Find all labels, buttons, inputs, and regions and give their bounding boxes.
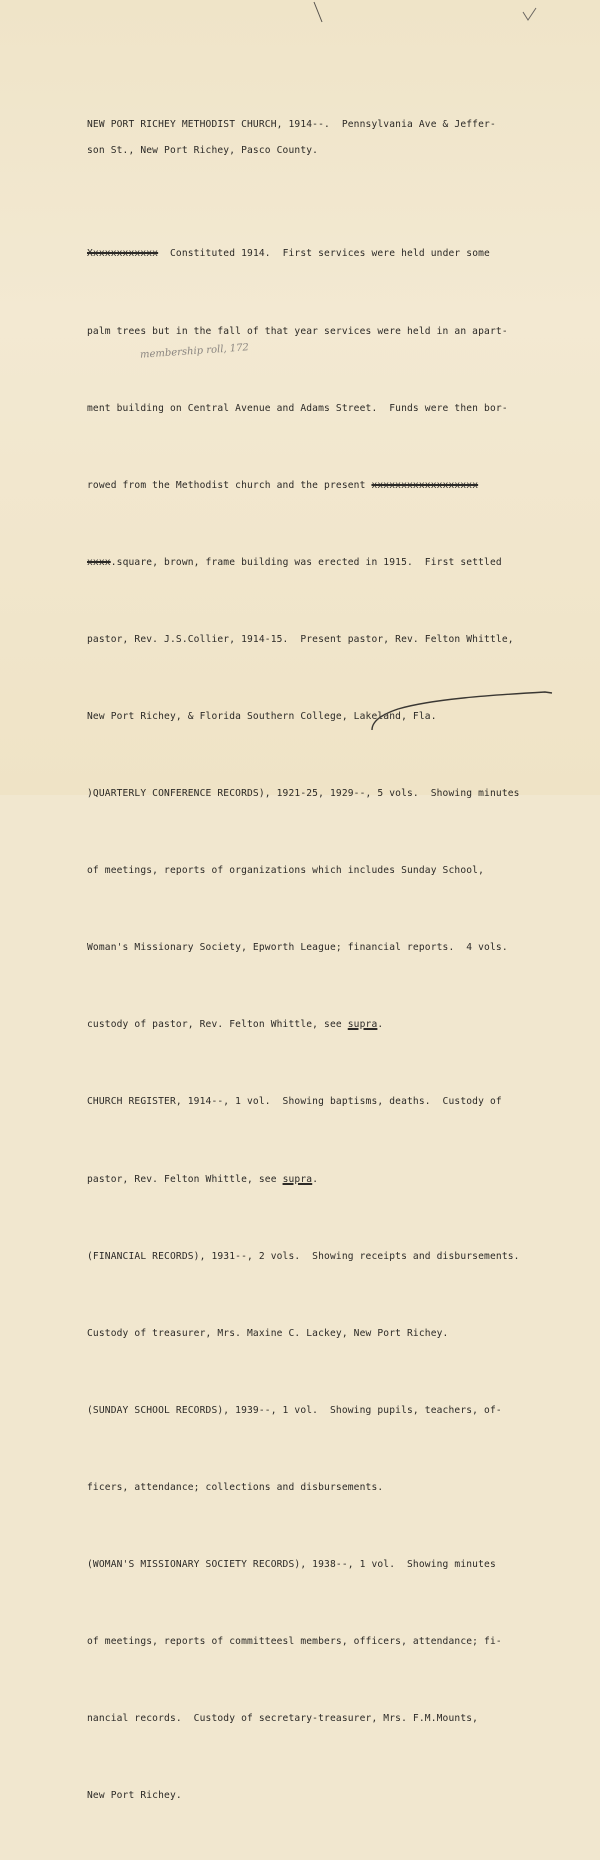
- struck-text: Xxxxxxxxxxxx: [87, 248, 159, 260]
- body-text: .square, brown, frame building was erected in 1915. First settled: [110, 556, 502, 568]
- check-mark-icon: [523, 8, 536, 20]
- body-text: Constituted 1914. First services were held under some: [158, 248, 490, 260]
- body-line-17: ficers, attendance; collections and disbursements.: [87, 1481, 384, 1493]
- body-line-21: New Port Richey.: [87, 1790, 182, 1802]
- heading-line-2: son St., New Port Richey, Pasco County.: [87, 144, 319, 156]
- body-text: .: [312, 1173, 319, 1185]
- body-line-9: of meetings, reports of organizations which includes Sunday School,: [87, 865, 485, 877]
- body-line-11: [87, 1012, 520, 1038]
- body-line-14: (FINANCIAL RECORDS), 1931--, 2 vols. Showing receipts and disbursements.: [87, 1250, 520, 1262]
- body-line-12: CHURCH REGISTER, 1914--, 1 vol. Showing baptisms, deaths. Custody of: [87, 1096, 502, 1108]
- pencil-annotation: membership roll, 172: [139, 342, 250, 361]
- struck-text: xxxx: [87, 556, 111, 568]
- body-line-16: (SUNDAY SCHOOL RECORDS), 1939--, 1 vol. Showing pupils, teachers, of-: [87, 1404, 502, 1416]
- body-text: rowed from the Methodist church and the present: [87, 479, 372, 491]
- body-line-3: ment building on Central Avenue and Adams Street. Funds were then bor-: [87, 402, 508, 414]
- document-heading: [87, 116, 496, 167]
- body-line-1: [87, 241, 520, 267]
- top-pen-stroke: [314, 2, 322, 22]
- body-line-10: Woman's Missionary Society, Epworth League; financial reports. 4 vols.: [87, 942, 508, 954]
- underlined-text: supra: [347, 1019, 378, 1031]
- heading-line-1: NEW PORT RICHEY METHODIST CHURCH, 1914--. Pennsylvania Ave & Jeffer-: [87, 119, 496, 130]
- underlined-text: supra: [282, 1173, 313, 1185]
- body-line-8: )QUARTERLY CONFERENCE RECORDS), 1921-25, 1929--, 5 vols. Showing minutes: [87, 788, 520, 800]
- body-line-13: [87, 1167, 520, 1193]
- body-line-5: [87, 550, 520, 576]
- struck-text: xxxxxxxxxxxxxxxxxx: [371, 479, 479, 491]
- body-line-19: of meetings, reports of committeesl members, officers, attendance; fi-: [87, 1636, 502, 1648]
- body-line-2: palm trees but in the fall of that year services were held in an apart-: [87, 325, 508, 337]
- body-line-20: nancial records. Custody of secretary-treasurer, Mrs. F.M.Mounts,: [87, 1713, 479, 1725]
- body-line-7: New Port Richey, & Florida Southern College, Lakeland, Fla.: [87, 710, 437, 722]
- body-line-4: [87, 473, 520, 499]
- document-body: [87, 190, 520, 1860]
- body-text: pastor, Rev. Felton Whittle, see: [87, 1173, 283, 1185]
- body-line-18: (WOMAN'S MISSIONARY SOCIETY RECORDS), 1938--, 1 vol. Showing minutes: [87, 1559, 496, 1570]
- body-line-6: pastor, Rev. J.S.Collier, 1914-15. Present pastor, Rev. Felton Whittle,: [87, 633, 514, 645]
- body-line-15: Custody of treasurer, Mrs. Maxine C. Lackey, New Port Richey.: [87, 1327, 449, 1339]
- body-text: custody of pastor, Rev. Felton Whittle, see: [87, 1019, 348, 1031]
- body-text: .: [377, 1019, 384, 1031]
